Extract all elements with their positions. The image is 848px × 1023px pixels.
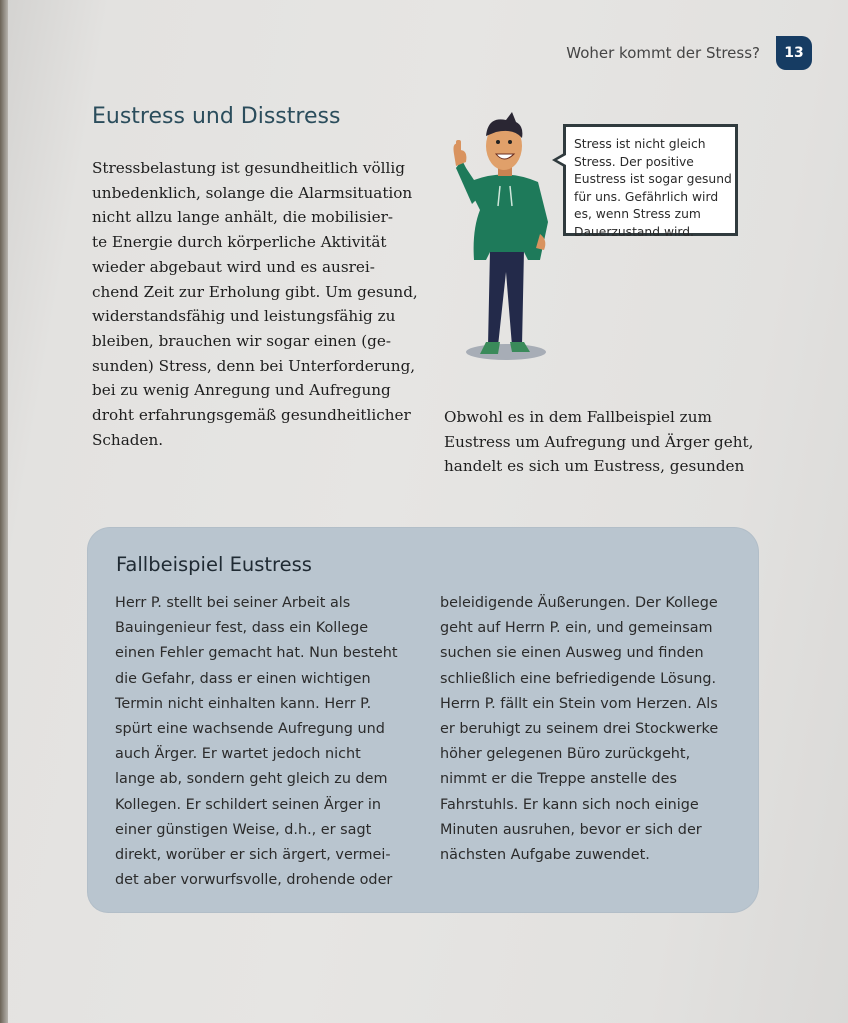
- text-line: beleidigende Äußerungen. Der Kollege: [440, 595, 718, 611]
- paragraph-eustress-intro: [444, 405, 784, 479]
- text-line: einer günstigen Weise, d.h., er sagt: [115, 821, 372, 838]
- text-line: det aber vorwurfsvolle, drohende oder: [115, 872, 393, 889]
- text-line: geht auf Herrn P. ein, und gemeinsam: [440, 620, 713, 637]
- section-title: Eustress und Disstress: [92, 104, 341, 129]
- case-study-title: Fallbeispiel Eustress: [116, 553, 312, 576]
- bubble-line: Stress. Der positive: [574, 154, 694, 169]
- case-study-column-right: [440, 591, 718, 868]
- bubble-line: Stress ist nicht gleich: [574, 137, 706, 151]
- text-line: Bauingenieur fest, dass ein Kollege: [115, 620, 369, 637]
- text-line: auch Ärger. Er wartet jedoch nicht: [115, 746, 361, 763]
- cartoon-man-illustration: [440, 110, 565, 365]
- figure-eye-left: [496, 140, 500, 144]
- text-line: spürt eine wachsende Aufregung und: [115, 721, 385, 738]
- text-line: bleiben, brauchen wir sogar einen (ge-: [92, 331, 392, 350]
- text-line: Eustress um Aufregung und Ärger geht,: [444, 432, 754, 451]
- text-line: schließlich eine befriedigende Lösung.: [440, 670, 717, 687]
- text-line: handelt es sich um Eustress, gesunden: [444, 457, 745, 476]
- text-line: chend Zeit zur Erholung gibt. Um gesund,: [92, 282, 418, 301]
- bubble-line: Eustress ist sogar gesund: [574, 172, 732, 186]
- text-line: nimmt er die Treppe anstelle des: [440, 771, 677, 788]
- text-line: nicht allzu lange anhält, die mobilisier-: [92, 208, 394, 227]
- speech-bubble: [563, 124, 738, 239]
- text-line: direkt, worüber er sich ärgert, vermei-: [115, 847, 391, 864]
- text-line: Termin nicht einhalten kann. Herr P.: [115, 695, 372, 712]
- text-line: höher gelegenen Büro zurückgeht,: [440, 746, 691, 763]
- text-line: wieder abgebaut wird und es ausrei-: [92, 257, 375, 276]
- text-line: die Gefahr, dass er einen wichtigen: [115, 670, 371, 687]
- figure-finger: [456, 140, 461, 154]
- text-line: Fahrstuhls. Er kann sich noch einige: [440, 796, 699, 813]
- text-line: suchen sie einen Ausweg und finden: [440, 645, 704, 662]
- text-line: widerstandsfähig und leistungsfähig zu: [92, 307, 396, 326]
- text-line: droht erfahrungsgemäß gesundheitlicher: [92, 406, 411, 425]
- bubble-line: Dauerzustand wird.: [574, 224, 694, 239]
- text-line: Herr P. stellt bei seiner Arbeit als: [115, 595, 351, 611]
- text-line: er beruhigt zu seinem drei Stockwerke: [440, 721, 719, 738]
- bubble-line: für uns. Gefährlich wird: [574, 189, 719, 204]
- text-line: einen Fehler gemacht hat. Nun besteht: [115, 645, 398, 662]
- text-line: unbedenklich, solange die Alarmsituation: [92, 183, 413, 202]
- figure-legs: [488, 250, 524, 346]
- text-line: Kollegen. Er schildert seinen Ärger in: [115, 796, 381, 813]
- text-line: te Energie durch körperliche Aktivität: [92, 233, 387, 252]
- text-line: Obwohl es in dem Fallbeispiel zum: [444, 408, 712, 426]
- paragraph-stress-explanation: [92, 156, 422, 452]
- case-study-column-left: [115, 591, 397, 893]
- running-head: Woher kommt der Stress?: [566, 44, 760, 62]
- figure-shadow: [466, 344, 546, 360]
- text-line: Minuten ausruhen, bevor er sich der: [440, 821, 702, 838]
- bubble-line: es, wenn Stress zum: [574, 207, 701, 221]
- text-line: Herrn P. fällt ein Stein vom Herzen. Als: [440, 695, 718, 712]
- text-line: sunden) Stress, denn bei Unterforderung,: [92, 356, 416, 375]
- text-line: Schaden.: [92, 430, 164, 449]
- text-line: lange ab, sondern geht gleich zu dem: [115, 771, 388, 788]
- page-number-badge: 13: [776, 36, 812, 70]
- text-line: bei zu wenig Anregung und Aufregung: [92, 381, 391, 400]
- figure-eye-right: [508, 140, 512, 144]
- text-line: nächsten Aufgabe zuwendet.: [440, 847, 650, 864]
- text-line: Stressbelastung ist gesundheitlich völlig: [92, 159, 405, 177]
